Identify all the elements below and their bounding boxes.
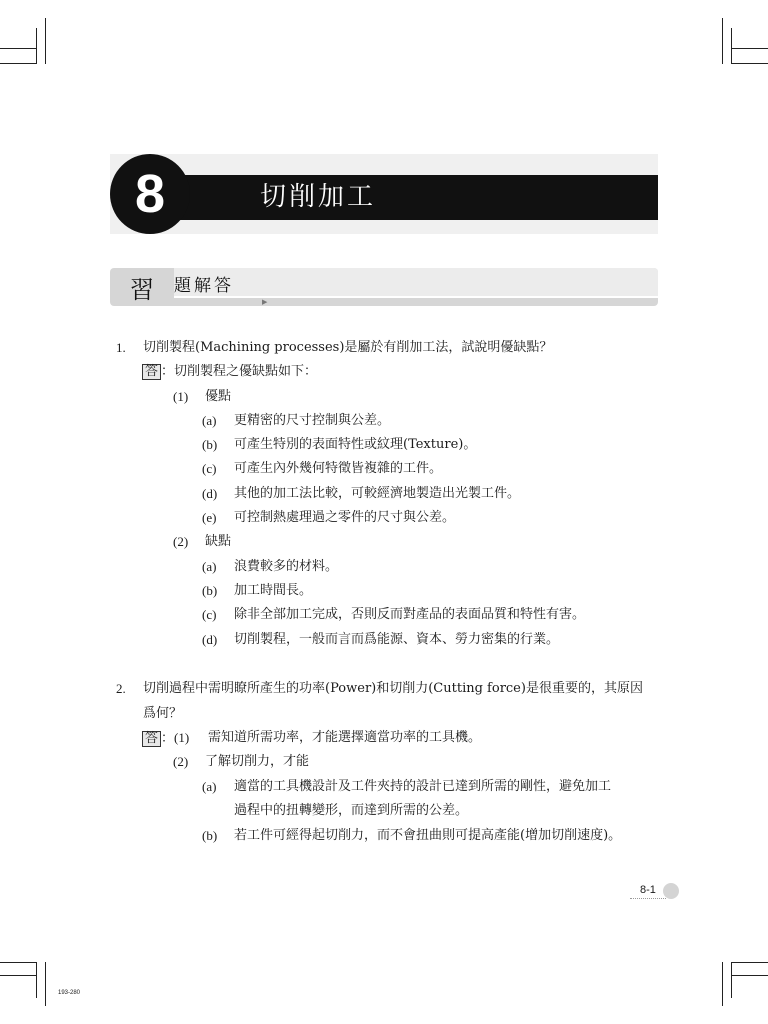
crop-mark <box>0 48 36 49</box>
answer-intro: ：切削製程之優缺點如下： <box>161 364 318 379</box>
section-title: 題解答 <box>174 276 234 296</box>
sub-item-label: (e) <box>202 510 217 525</box>
section-mark: 習 <box>130 276 154 304</box>
crop-mark <box>0 63 36 64</box>
sub-item-text: 浪費較多的材料。 <box>234 559 339 574</box>
question-text: 切削製程(Machining processes)是屬於有削加工法，試說明優缺點？ <box>143 340 553 355</box>
page-number-underline <box>630 898 666 899</box>
item-number: (1) <box>173 389 189 404</box>
sub-item-text-continued: 過程中的扭轉變形，而達到所需的公差。 <box>234 803 469 818</box>
sub-item-label: (a) <box>202 413 217 428</box>
sub-item-text: 除非全部加工完成，否則反而對產品的表面品質和特性有害。 <box>234 607 586 622</box>
print-code: 193-280 <box>58 990 81 996</box>
crop-mark <box>732 63 768 64</box>
sub-item-label: (d) <box>202 632 218 647</box>
sub-item-text: 可產生內外幾何特徵皆複雜的工件。 <box>234 461 443 476</box>
sub-item-label: (a) <box>202 559 217 574</box>
chapter-title: 切削加工 <box>260 182 377 212</box>
crop-mark <box>732 962 768 963</box>
answer-line <box>142 730 189 747</box>
question-number: 2. <box>116 681 126 696</box>
crop-mark <box>731 28 732 64</box>
sub-item-label: (b) <box>202 583 218 598</box>
section-header-rule <box>174 296 658 298</box>
page-tab-circle <box>663 883 679 899</box>
item-heading: 缺點 <box>205 534 232 549</box>
question-number: 1. <box>116 340 126 355</box>
sub-item-text: 可控制熱處理過之零件的尺寸與公差。 <box>234 510 456 525</box>
sub-item-label: (b) <box>202 437 218 452</box>
sub-item-label: (c) <box>202 461 217 476</box>
sub-item-text: 若工件可經得起切削力，而不會扭曲則可提高產能(增加切削速度)。 <box>234 828 622 843</box>
page-number: 8-1 <box>640 884 656 896</box>
sub-item-text: 加工時間長。 <box>234 583 313 598</box>
chapter-number: 8 <box>110 154 190 234</box>
sub-item-text: 可產生特別的表面特性或紋理(Texture)。 <box>234 437 477 452</box>
sub-item-text: 更精密的尺寸控制與公差。 <box>234 413 391 428</box>
chapter-title-bar <box>150 175 658 220</box>
sub-item-text: 其他的加工法比較，可較經濟地製造出光製工件。 <box>234 486 521 501</box>
sub-item-text: 適當的工具機設計及工件夾持的設計已達到所需的剛性，避免加工 <box>234 779 612 794</box>
answer-mark: 答 <box>142 731 161 747</box>
crop-mark <box>45 962 46 1006</box>
crop-mark <box>0 975 36 976</box>
item-text: 了解切削力，才能 <box>205 754 310 769</box>
sub-item-label: (d) <box>202 486 218 501</box>
question-text-continued: 爲何？ <box>143 706 183 721</box>
triangle-icon: ▶ <box>262 298 268 306</box>
crop-mark <box>731 962 732 998</box>
chapter-banner <box>110 154 658 234</box>
item-number: (2) <box>173 534 189 549</box>
crop-mark <box>36 962 37 998</box>
sub-item-label: (b) <box>202 828 218 843</box>
item-number: ：(1) <box>161 730 190 745</box>
section-header <box>110 268 658 306</box>
question-text: 切削過程中需明瞭所產生的功率(Power)和切削力(Cutting force)是很重要的，其原因 <box>143 681 643 696</box>
item-number: (2) <box>173 754 189 769</box>
item-heading: 優點 <box>205 389 232 404</box>
sub-item-label: (c) <box>202 607 217 622</box>
crop-mark <box>722 962 723 1006</box>
crop-mark <box>732 975 768 976</box>
sub-item-label: (a) <box>202 779 217 794</box>
answer-line <box>142 364 317 380</box>
crop-mark <box>0 962 36 963</box>
answer-mark: 答 <box>142 364 161 380</box>
sub-item-text: 切削製程，一般而言而爲能源、資本、勞力密集的行業。 <box>234 632 560 647</box>
crop-mark <box>732 48 768 49</box>
section-header-panel <box>174 268 658 296</box>
crop-mark <box>36 28 37 64</box>
crop-mark <box>45 18 46 64</box>
crop-mark <box>722 18 723 64</box>
item-text: 需知道所需功率，才能選擇適當功率的工具機。 <box>208 730 482 745</box>
